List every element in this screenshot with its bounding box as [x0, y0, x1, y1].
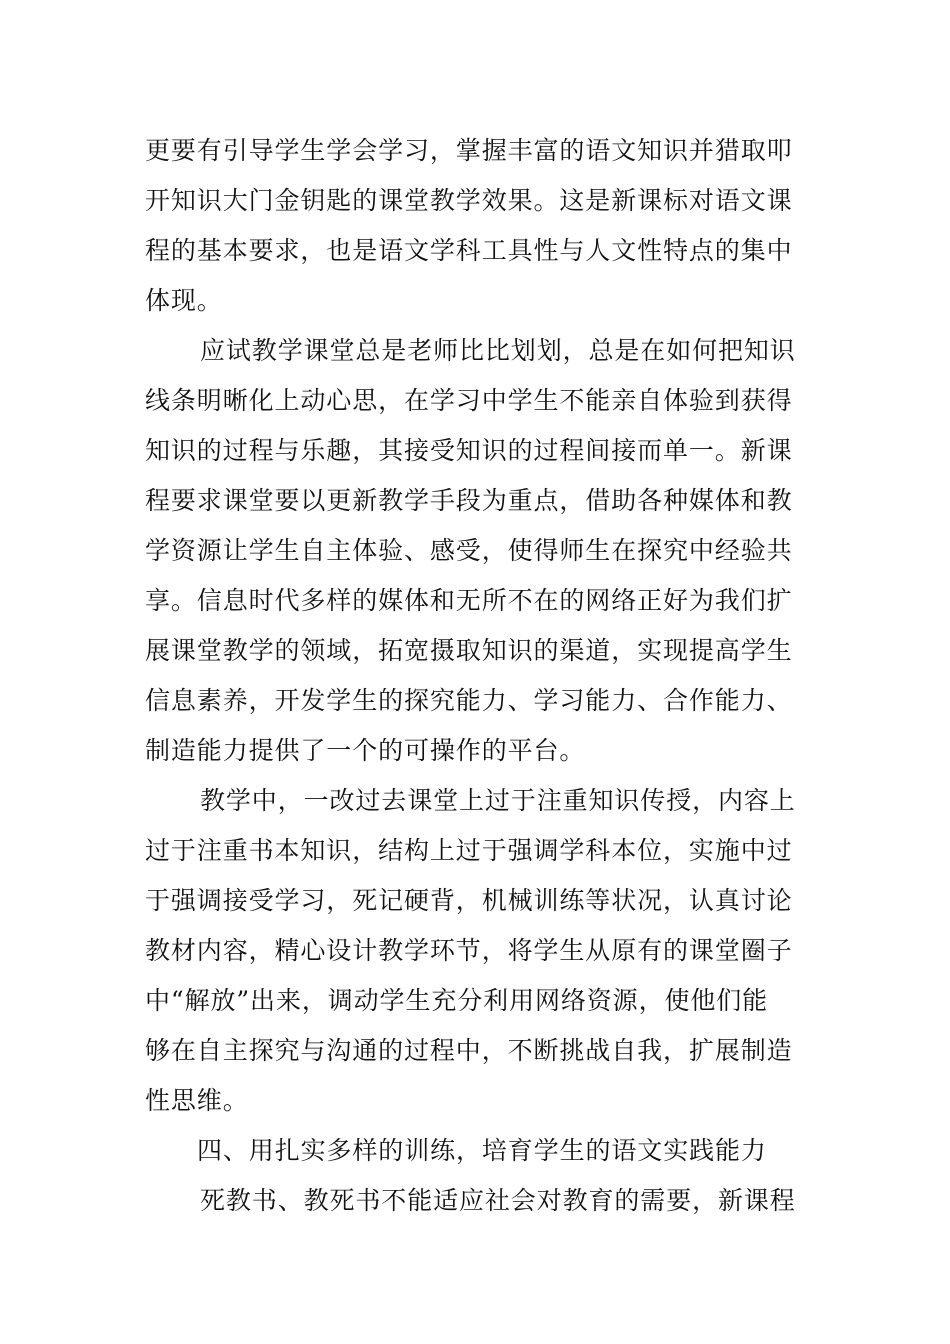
paragraph-start-line: 死教书、教死书不能适应社会对教育的需要，新课程 [200, 1186, 796, 1215]
text-line: 过于注重书本知识，结构上过于强调学科本位，实施中过 [145, 836, 793, 865]
paragraph-start-line: 应试教学课堂总是老师比比划划，总是在如何把知识 [200, 336, 796, 365]
text-line: 教材内容，精心设计教学环节，将学生从原有的课堂圈子 [145, 936, 793, 965]
text-line: 体现。 [145, 286, 223, 315]
text-line: 够在自主探究与沟通的过程中，不断挑战自我，扩展制造 [145, 1036, 793, 1065]
text-line: 线条明晰化上动心思，在学习中学生不能亲自体验到获得 [145, 386, 793, 415]
document-body [145, 126, 815, 1226]
text-line: 程的基本要求，也是语文学科工具性与人文性特点的集中 [145, 236, 793, 265]
text-line: 性思维。 [145, 1086, 249, 1115]
text-line: 享。信息时代多样的媒体和无所不在的网络正好为我们扩 [145, 586, 793, 615]
text-line: 信息素养，开发学生的探究能力、学习能力、合作能力、 [145, 686, 793, 715]
text-line: 知识的过程与乐趣，其接受知识的过程间接而单一。新课 [145, 436, 793, 465]
text-line: 于强调接受学习，死记硬背，机械训练等状况，认真讨论 [145, 886, 793, 915]
text-line: 展课堂教学的领域，拓宽摄取知识的渠道，实现提高学生 [145, 636, 793, 665]
paragraph-start-line: 教学中，一改过去课堂上过于注重知识传授，内容上 [200, 786, 796, 815]
text-line: 中“解放”出来，调动学生充分利用网络资源，使他们能 [145, 986, 769, 1015]
text-line: 学资源让学生自主体验、感受，使得师生在探究中经验共 [145, 536, 793, 565]
text-line: 程要求课堂要以更新教学手段为重点，借助各种媒体和教 [145, 486, 793, 515]
text-line: 制造能力提供了一个的可操作的平台。 [145, 736, 586, 765]
text-line: 更要有引导学生学会学习，掌握丰富的语文知识并猎取叩 [145, 136, 793, 165]
section-heading: 四、用扎实多样的训练，培育学生的语文实践能力 [197, 1136, 767, 1165]
text-line: 开知识大门金钥匙的课堂教学效果。这是新课标对语文课 [145, 186, 793, 215]
